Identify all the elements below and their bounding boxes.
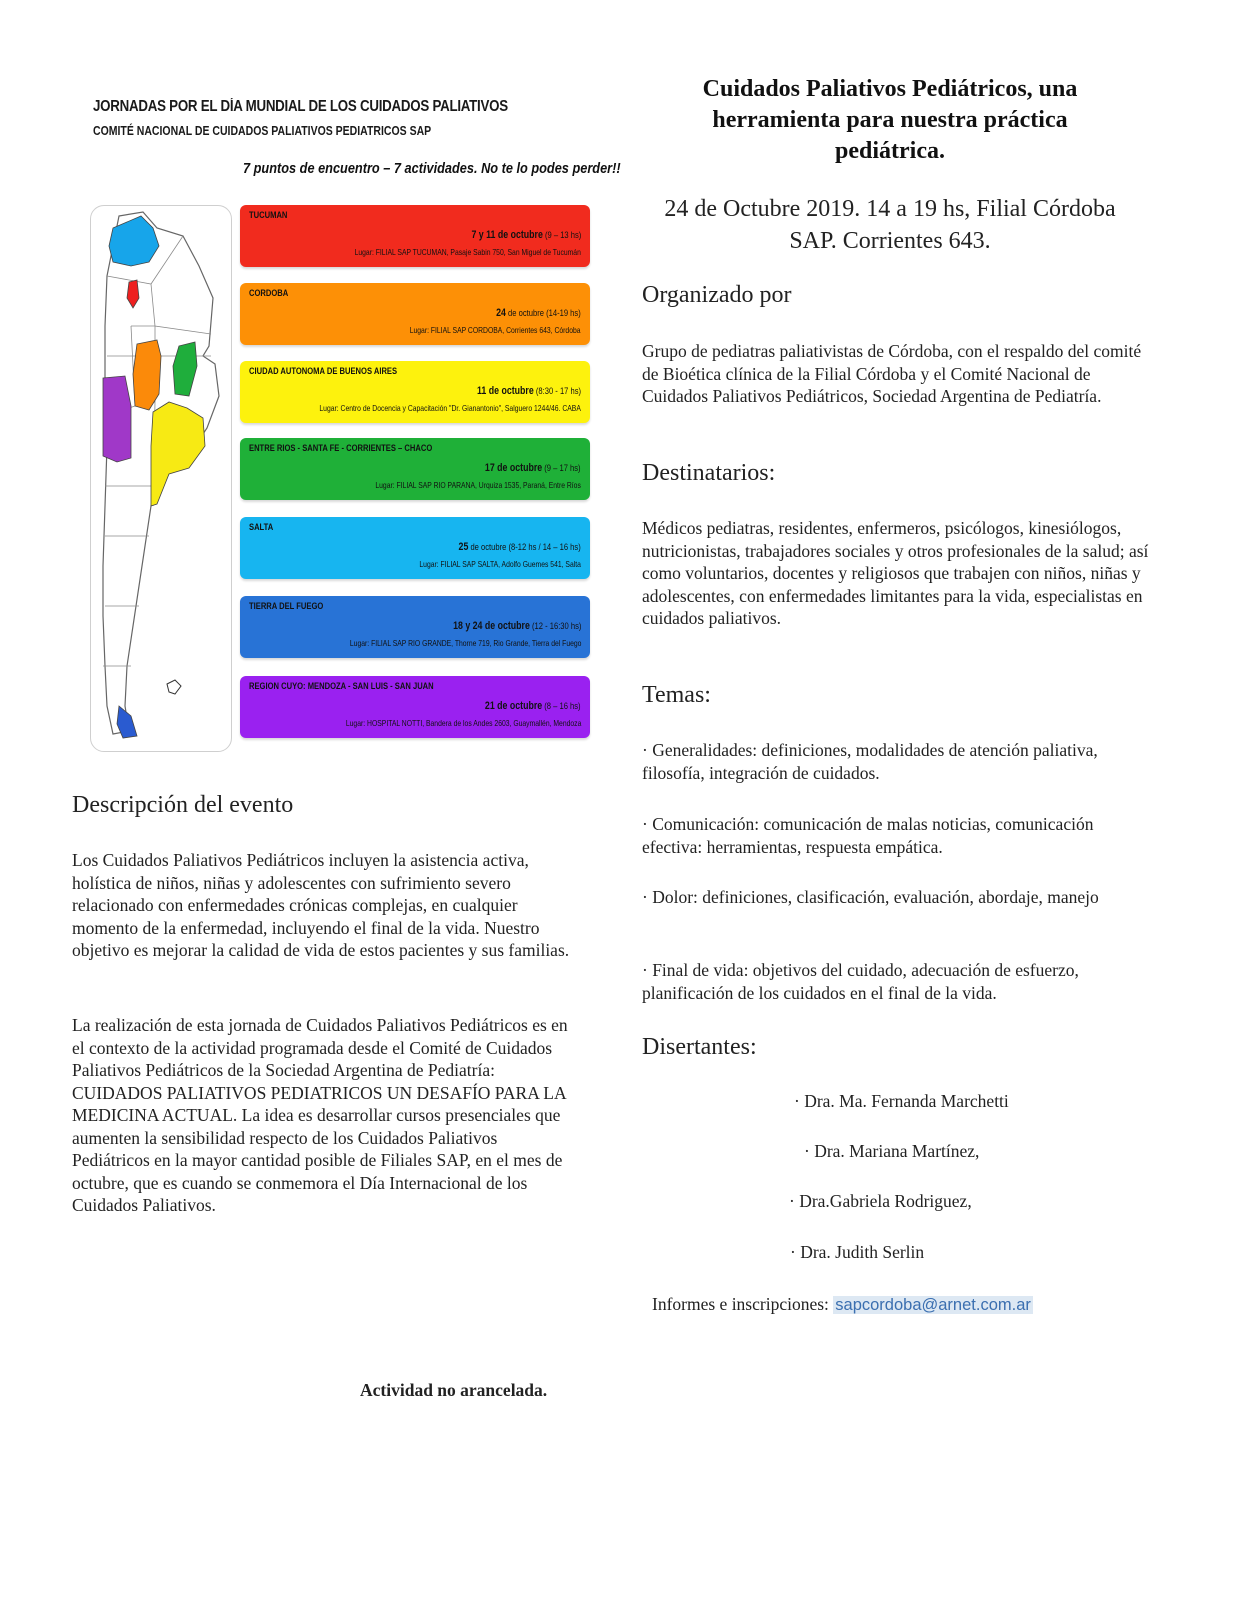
event-name: CIUDAD AUTONOMA DE BUENOS AIRES bbox=[249, 366, 398, 377]
event-place: Lugar: FILIAL SAP RIO PARANA, Urquiza 1535, Paraná, Entre Ríos bbox=[375, 480, 581, 490]
speaker-item: · Dra. Ma. Fernanda Marchetti bbox=[794, 1091, 1009, 1111]
email-link[interactable]: sapcordoba@arnet.com.ar bbox=[835, 1296, 1031, 1314]
destinatarios-text: Médicos pediatras, residentes, enfermeros, psicólogos, kinesiólogos, nutricionistas, trabajadores sociales y otros profesionales de la salud; así como voluntarios, docentes y religiosos que trabajen con niños, niñas y adolescentes, con enfermedades limitantes para la vida, especialistas en cuidados paliativos. bbox=[642, 518, 1149, 628]
temas-item: · Generalidades: definiciones, modalidades de atención paliativa, filosofía, integración de cuidados. bbox=[642, 740, 1098, 783]
temas-item: · Comunicación: comunicación de malas noticias, comunicación efectiva: herramientas, respuesta empática. bbox=[642, 814, 1094, 857]
event-name: REGION CUYO: MENDOZA - SAN LUIS - SAN JUAN bbox=[249, 681, 434, 692]
descripcion-heading: Descripción del evento bbox=[72, 792, 294, 818]
event-name: ENTRE RIOS - SANTA FE - CORRIENTES – CHACO bbox=[249, 443, 433, 454]
speaker-item: · Dra.Gabriela Rodriguez, bbox=[789, 1191, 972, 1211]
argentina-map bbox=[90, 205, 232, 752]
event-place: Lugar: Centro de Docencia y Capacitación "Dr. Gianantonio", Salguero 1244/46. CABA bbox=[319, 403, 581, 413]
poster-subtitle: COMITÉ NACIONAL DE CUIDADOS PALIATIVOS PEDIATRICOS SAP bbox=[93, 124, 432, 138]
speaker-item: · Dra. Judith Serlin bbox=[790, 1242, 925, 1262]
event-name: SALTA bbox=[249, 522, 274, 533]
poster-tagline: 7 puntos de encuentro – 7 actividades. No te lo podes perder!! bbox=[243, 160, 621, 177]
event-card-tierra-del-fuego bbox=[240, 596, 590, 658]
temas-item: · Dolor: definiciones, clasificación, evaluación, abordaje, manejo bbox=[642, 887, 1099, 907]
organizado-heading: Organizado por bbox=[642, 282, 792, 308]
event-date: 11 de octubre (8:30 - 17 hs) bbox=[476, 385, 581, 397]
event-date: 24 de octubre (14-19 hs) bbox=[496, 307, 581, 319]
event-card-salta bbox=[240, 517, 590, 579]
event-name: CORDOBA bbox=[249, 288, 289, 299]
event-date: 25 de octubre (8-12 hs / 14 – 16 hs) bbox=[458, 541, 581, 553]
event-name: TIERRA DEL FUEGO bbox=[249, 601, 324, 612]
event-place: Lugar: FILIAL SAP RIO GRANDE, Thorne 719, Rio Grande, Tierra del Fuego bbox=[349, 638, 581, 648]
event-card-tucuman bbox=[240, 205, 590, 267]
document-title: Cuidados Paliativos Pediátricos, una herramienta para nuestra práctica pediátrica. bbox=[702, 76, 1078, 164]
footer-note: Actividad no arancelada. bbox=[360, 1380, 548, 1400]
informes-label: Informes e inscripciones: bbox=[652, 1294, 829, 1314]
event-date: 18 y 24 de octubre (12 - 16:30 hs) bbox=[452, 620, 581, 632]
descripcion-paragraph-2: La realización de esta jornada de Cuidados Paliativos Pediátricos es en el contexto de la actividad programada desde el Comité de Cuidados Paliativos Pediátricos de la Sociedad Argentina de Pediatría: CUIDADOS PALIATIVOS PEDIATRICOS UN DESAFÍO PARA LA MEDICINA ACTUAL. La idea es desarrollar cursos presenciales que aumenten la sensibilidad respecto de los Cuidados Paliativos Pediátricos en la mayor cantidad posible de Filiales SAP, en el mes de octubre, que es cuando se conmemora el Día Internacional de los Cuidados Paliativos. bbox=[72, 1015, 568, 1215]
descripcion-paragraph-1: Los Cuidados Paliativos Pediátricos incluyen la asistencia activa, holística de niños, niñas y adolescentes con sufrimiento severo relacionado con enfermedades crónicas complejas, en cualquier momento de la enfermedad, incluyendo el final de la vida. Nuestro objetivo es mejorar la calidad de vida de estos pacientes y sus familias. bbox=[72, 850, 570, 960]
organizado-text: Grupo de pediatras paliativistas de Córdoba, con el respaldo del comité de Bioética clínica de la Filial Córdoba y el Comité Nacional de Cuidados Paliativos Pediátricos, Sociedad Argentina de Pediatría. bbox=[642, 341, 1142, 406]
poster-title: JORNADAS POR EL DÍA MUNDIAL DE LOS CUIDADOS PALIATIVOS bbox=[93, 98, 508, 115]
informes-line bbox=[652, 1294, 1033, 1315]
event-name: TUCUMAN bbox=[249, 210, 288, 221]
event-date-line: 24 de Octubre 2019. 14 a 19 hs, Filial Córdoba SAP. Corrientes 643. bbox=[664, 196, 1116, 254]
event-date: 21 de octubre (8 – 16 hs) bbox=[485, 700, 581, 712]
event-place: Lugar: FILIAL SAP TUCUMAN, Pasaje Sabin 750, San Miguel de Tucumán bbox=[354, 247, 581, 257]
event-poster bbox=[85, 88, 621, 778]
event-date: 7 y 11 de octubre (9 – 13 hs) bbox=[471, 229, 581, 241]
destinatarios-heading: Destinatarios: bbox=[642, 460, 776, 486]
event-date: 17 de octubre (9 – 17 hs) bbox=[485, 462, 581, 474]
speaker-item: · Dra. Mariana Martínez, bbox=[804, 1141, 980, 1161]
event-card-caba bbox=[240, 361, 590, 423]
event-card-cordoba bbox=[240, 283, 590, 345]
event-place: Lugar: FILIAL SAP SALTA, Adolfo Guemes 541, Salta bbox=[419, 559, 581, 569]
event-card-cuyo bbox=[240, 676, 590, 738]
argentina-map-graphic bbox=[91, 206, 231, 751]
temas-heading: Temas: bbox=[642, 682, 711, 708]
event-place: Lugar: HOSPITAL NOTTI, Bandera de los Andes 2603, Guaymallén, Mendoza bbox=[345, 718, 581, 728]
event-card-litoral bbox=[240, 438, 590, 500]
disertantes-heading: Disertantes: bbox=[642, 1034, 757, 1060]
event-place: Lugar: FILIAL SAP CORDOBA, Corrientes 643, Córdoba bbox=[410, 325, 581, 335]
temas-item: · Final de vida: objetivos del cuidado, adecuación de esfuerzo, planificación de los cuidados en el final de la vida. bbox=[642, 960, 1079, 1003]
